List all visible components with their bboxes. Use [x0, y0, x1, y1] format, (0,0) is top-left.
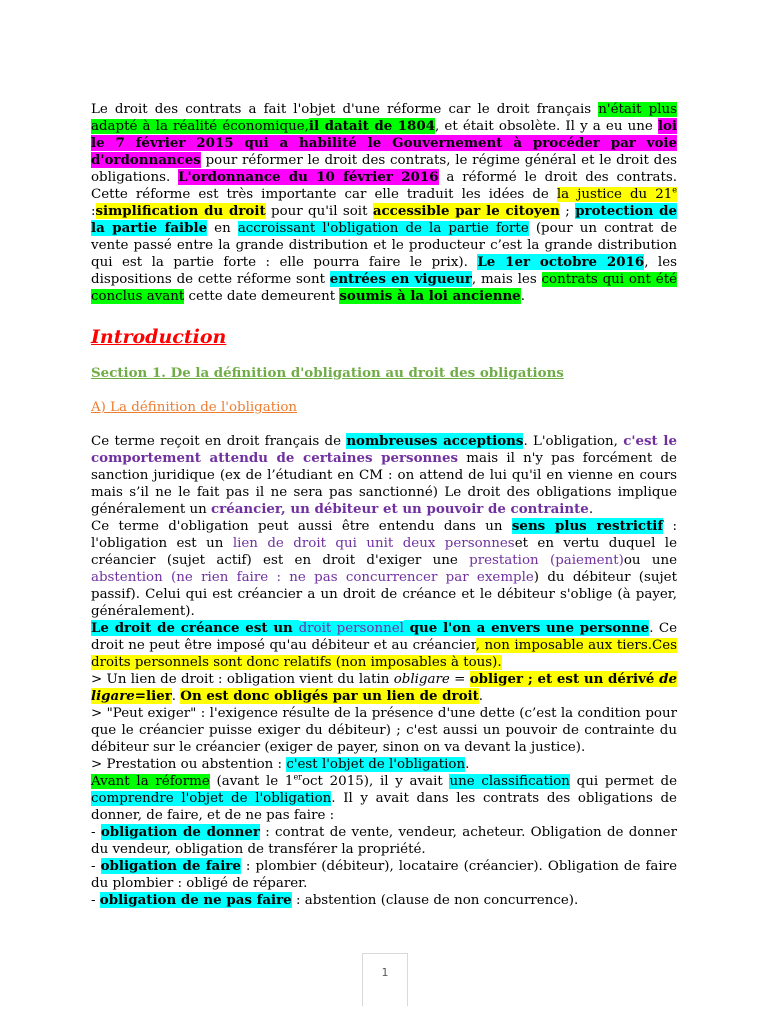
- highlight-cyan-bold: obligation de faire: [100, 858, 241, 874]
- highlight-yellow-bold: simplification du droit: [95, 203, 266, 219]
- purple-bold-text: créancier, un débiteur et un pouvoir de contrainte: [211, 501, 589, 517]
- highlight-yellow-bold: =lier: [134, 688, 172, 704]
- highlight-cyan-bold: protection de la partie faible: [91, 203, 677, 236]
- text: pour réformer le droit des contrats, le régime général et le droit des obligations.: [91, 153, 677, 185]
- text: ;: [559, 204, 576, 219]
- text: et en vertu duquel le créancier (sujet actif) est en droit d'exiger une: [91, 536, 677, 568]
- highlight-yellow: , non imposable aux tiers.: [475, 638, 652, 653]
- text: . Ce droit ne peut être imposé qu'au débiteur et au créancier: [91, 621, 677, 653]
- highlight-yellow-bold: On est donc obligés par un lien de droit: [180, 688, 479, 704]
- text: (pour un contrat de vente passé entre la grande distribution et le producteur c’est la grande distribution qui est la partie forte : elle pourra faire le prix).: [91, 221, 678, 270]
- claim-right-paragraph: [91, 620, 677, 671]
- list-item: [91, 892, 677, 909]
- purple-text: prestation (paiement): [469, 553, 624, 568]
- page-number: 1: [381, 966, 389, 979]
- text: ) du débiteur (sujet passif). Celui qui est créancier a un droit de créance et le débiteur s'oblige (à payer, généralement).: [91, 570, 677, 619]
- text: oct 2015), il y avait: [302, 774, 450, 789]
- text: pour qu'il soit: [265, 204, 373, 219]
- text: cette date demeurent: [184, 289, 340, 304]
- definition-paragraph: [91, 433, 677, 518]
- highlight-green: contrats qui ont été conclus avant: [91, 272, 677, 304]
- purple-text: abstention (ne rien faire : ne pas concurrencer par exemple: [91, 570, 534, 585]
- legal-link-paragraph: [91, 671, 677, 705]
- text: .: [520, 289, 525, 304]
- text: > Un lien de droit : obligation vient du latin: [91, 672, 394, 687]
- text: en: [207, 221, 238, 236]
- highlight-yellow-bold-italic: de ligare: [91, 671, 677, 704]
- text: a réformé le droit des contrats. Cette réforme est très importante car elle traduit les idées de: [91, 170, 677, 202]
- highlight-cyan-bold: sens plus restrictif: [511, 518, 664, 534]
- section-a-heading: A) La définition de l'obligation: [91, 400, 298, 415]
- prestation-paragraph: [91, 756, 677, 773]
- text: , mais les: [471, 272, 542, 287]
- superscript: e: [672, 185, 678, 195]
- text: : contrat de vente, vendeur, acheteur. Obligation de donner du vendeur, obligation de transférer la propriété.: [91, 825, 677, 857]
- text: Ce terme d'obligation peut aussi être entendu dans un: [91, 519, 512, 534]
- highlight-cyan-bold: obligation de ne pas faire: [99, 892, 292, 908]
- text: mais il n'y pas forcément de sanction juridique (ex de l’étudiant en CM : on attend de lui qu'il en vienne en cours mais s’il ne le fait pas il ne sera pas sanctionné) Le droit des obligations implique généralement un: [91, 451, 677, 517]
- text: . Il y avait dans les contrats des obligations de donner, de faire, et de ne pas faire :: [91, 791, 677, 823]
- text: ou une: [623, 553, 677, 568]
- highlight-cyan: comprendre l'objet de l'obligation: [91, 791, 332, 806]
- text: :: [91, 204, 96, 219]
- text: : l'obligation est un: [91, 519, 678, 551]
- text: > Prestation ou abstention :: [91, 757, 287, 772]
- highlight-cyan-bold: Le 1er octobre 2016: [477, 254, 645, 270]
- highlight-cyan-purple: droit personnel: [298, 621, 404, 636]
- restrictive-sense-paragraph: [91, 518, 677, 620]
- classification-paragraph: [91, 773, 677, 824]
- highlight-green-bold: il datait de 1804: [308, 118, 436, 134]
- purple-bold-text: c'est le comportement attendu de certaines personnes: [91, 433, 677, 466]
- text: : plombier (débiteur), locataire (créancier). Obligation de faire du plombier : obligé de réparer.: [91, 859, 677, 891]
- highlight-green-bold: soumis à la loi ancienne: [339, 288, 521, 304]
- document-body: [91, 101, 677, 909]
- highlight-yellow: Ces droits personnels sont donc relatifs (non imposables à tous).: [91, 638, 678, 670]
- text: Ce terme reçoit en droit français de: [91, 434, 347, 449]
- text: qui permet de: [569, 774, 677, 789]
- text: .: [478, 689, 484, 704]
- can-demand-paragraph: > "Peut exiger" : l'exigence résulte de la présence d'une dette (c’est la condition pour que le créancier puisse exiger du débiteur) ; c'est aussi un pouvoir de contrainte du débiteur sur le créancier (exiger de payer, sinon on va devant la justice).: [91, 706, 677, 755]
- purple-text: lien de droit qui unit deux personnes: [232, 536, 515, 551]
- text: (avant le 1: [209, 774, 294, 789]
- list-dash: -: [91, 893, 100, 908]
- text: , et était obsolète. Il y a eu une: [435, 119, 658, 134]
- text: .: [171, 689, 181, 704]
- text: , les dispositions de cette réforme sont: [91, 255, 678, 287]
- highlight-cyan: accroissant l'obligation de la partie forte: [237, 221, 529, 236]
- highlight-green: Avant la réforme: [91, 774, 210, 789]
- text: .: [465, 757, 470, 772]
- text: Le droit des contrats a fait l'objet d'une réforme car le droit français: [91, 102, 599, 117]
- intro-paragraph: [91, 101, 677, 305]
- list-item: [91, 858, 677, 892]
- text: =: [449, 672, 470, 687]
- highlight-magenta-bold: L'ordonnance du 10 février 2016: [178, 169, 439, 185]
- highlight-cyan-bold: Le droit de créance est un: [91, 620, 299, 636]
- list-dash: -: [91, 859, 101, 874]
- highlight-cyan-bold: nombreuses acceptions: [346, 433, 524, 449]
- highlight-cyan-bold: que l'on a envers une personne: [403, 620, 650, 636]
- text: .: [588, 502, 594, 517]
- list-item: [91, 824, 677, 858]
- text: la justice du 21: [556, 187, 673, 202]
- highlight-cyan: une classification: [449, 774, 570, 789]
- highlight-yellow: [557, 187, 677, 202]
- superscript: er: [293, 772, 302, 782]
- introduction-heading: Introduction: [91, 326, 227, 348]
- text: : abstention (clause de non concurrence).: [291, 893, 579, 908]
- highlight-yellow-bold: obliger ; et est un dérivé: [469, 671, 660, 687]
- page-number-box: [362, 953, 408, 1006]
- highlight-yellow-bold: accessible par le citoyen: [372, 203, 560, 219]
- list-dash: -: [91, 825, 101, 840]
- text: . L'obligation,: [523, 434, 624, 449]
- highlight-magenta-bold: loi le 7 février 2015 qui a habilité le Gouvernement à procéder par voie d'ordonnances: [91, 118, 677, 168]
- section-1-heading: Section 1. De la définition d'obligation au droit des obligations: [91, 365, 564, 381]
- highlight-green: n'était plus adapté à la réalité économique,: [91, 102, 677, 134]
- highlight-cyan: c'est l'objet de l'obligation: [286, 757, 466, 772]
- highlight-cyan-bold: obligation de donner: [100, 824, 260, 840]
- italic-text: obligare: [393, 672, 450, 687]
- highlight-cyan-bold: entrées en vigueur: [329, 271, 472, 287]
